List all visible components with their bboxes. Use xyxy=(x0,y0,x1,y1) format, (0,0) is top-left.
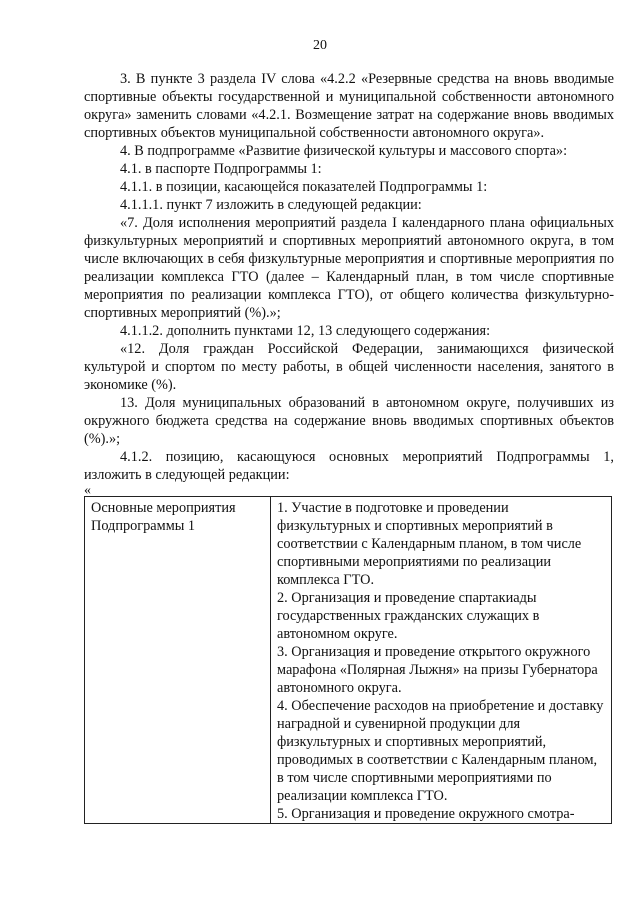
paragraph-item-7: «7. Доля исполнения мероприятий раздела I календарного плана официальных физкультурных мероприятий и спортивных мероприятий автономного округа, в том числе включающих в себя физкультурные мероприятия и спортивные мероприятия по реализации комплекса ГТО (далее – Календарный план, в том числе спортивные мероприятия по реализации комплекса ГТО), от общего количества физкультурно-спортивных мероприятий (%).»; xyxy=(84,215,614,321)
page-number: 20 xyxy=(313,38,327,53)
paragraph-item-13: 13. Доля муниципальных образований в автономном округе, получивших из окружного бюджета средства на содержание вновь вводимых спортивных объектов (%).»; xyxy=(84,395,614,447)
activity-item: 3. Организация и проведение открытого окружного марафона «Полярная Лыжня» на призы Губернатора автономного округа. xyxy=(277,644,598,696)
table-row xyxy=(85,497,612,824)
document-body xyxy=(84,70,614,824)
paragraph-4-1-2: 4.1.2. позицию, касающуюся основных мероприятий Подпрограммы 1, изложить в следующей редакции: xyxy=(84,449,614,483)
paragraph-4-1: 4.1. в паспорте Подпрограммы 1: xyxy=(120,161,322,177)
paragraph-item-12: «12. Доля граждан Российской Федерации, занимающихся физической культурой и спортом по месту работы, в общей численности населения, занятого в экономике (%). xyxy=(84,341,614,393)
paragraph-4-1-1-2: 4.1.1.2. дополнить пунктами 12, 13 следующего содержания: xyxy=(120,323,491,339)
activities-table xyxy=(84,496,612,824)
activity-item: 5. Организация и проведение окружного смотра- xyxy=(277,806,575,822)
table-cell-label: Основные мероприятия Подпрограммы 1 xyxy=(85,497,271,824)
paragraph-4-1-1: 4.1.1. в позиции, касающейся показателей Подпрограммы 1: xyxy=(120,179,488,195)
paragraph-3: 3. В пункте 3 раздела IV слова «4.2.2 «Резервные средства на вновь вводимые спортивные объекты государственной и муниципальной собственности автономного округа» заменить словами «4.2.1. Возмещение затрат на содержание вновь вводимых спортивных объектов муниципальной собственности автономного округа». xyxy=(84,71,614,141)
paragraph-4: 4. В подпрограмме «Развитие физической культуры и массового спорта»: xyxy=(120,143,568,159)
paragraph-4-1-1-1: 4.1.1.1. пункт 7 изложить в следующей редакции: xyxy=(120,197,422,213)
activity-item: 1. Участие в подготовке и проведении физкультурных и спортивных мероприятий в соответствии с Календарным планом, в том числе спортивными мероприятиями по реализации комплекса ГТО. xyxy=(277,500,582,588)
opening-quote: « xyxy=(84,483,91,498)
table-cell-activities xyxy=(271,497,612,824)
activity-item: 4. Обеспечение расходов на приобретение и доставку наградной и сувенирной продукции для физкультурных и спортивных мероприятий, проводимых в соответствии с Календарным планом, в том числе спортивными мероприятиями по реализации комплекса ГТО. xyxy=(277,698,604,804)
activity-item: 2. Организация и проведение спартакиады государственных гражданских служащих в автономном округе. xyxy=(277,590,540,642)
